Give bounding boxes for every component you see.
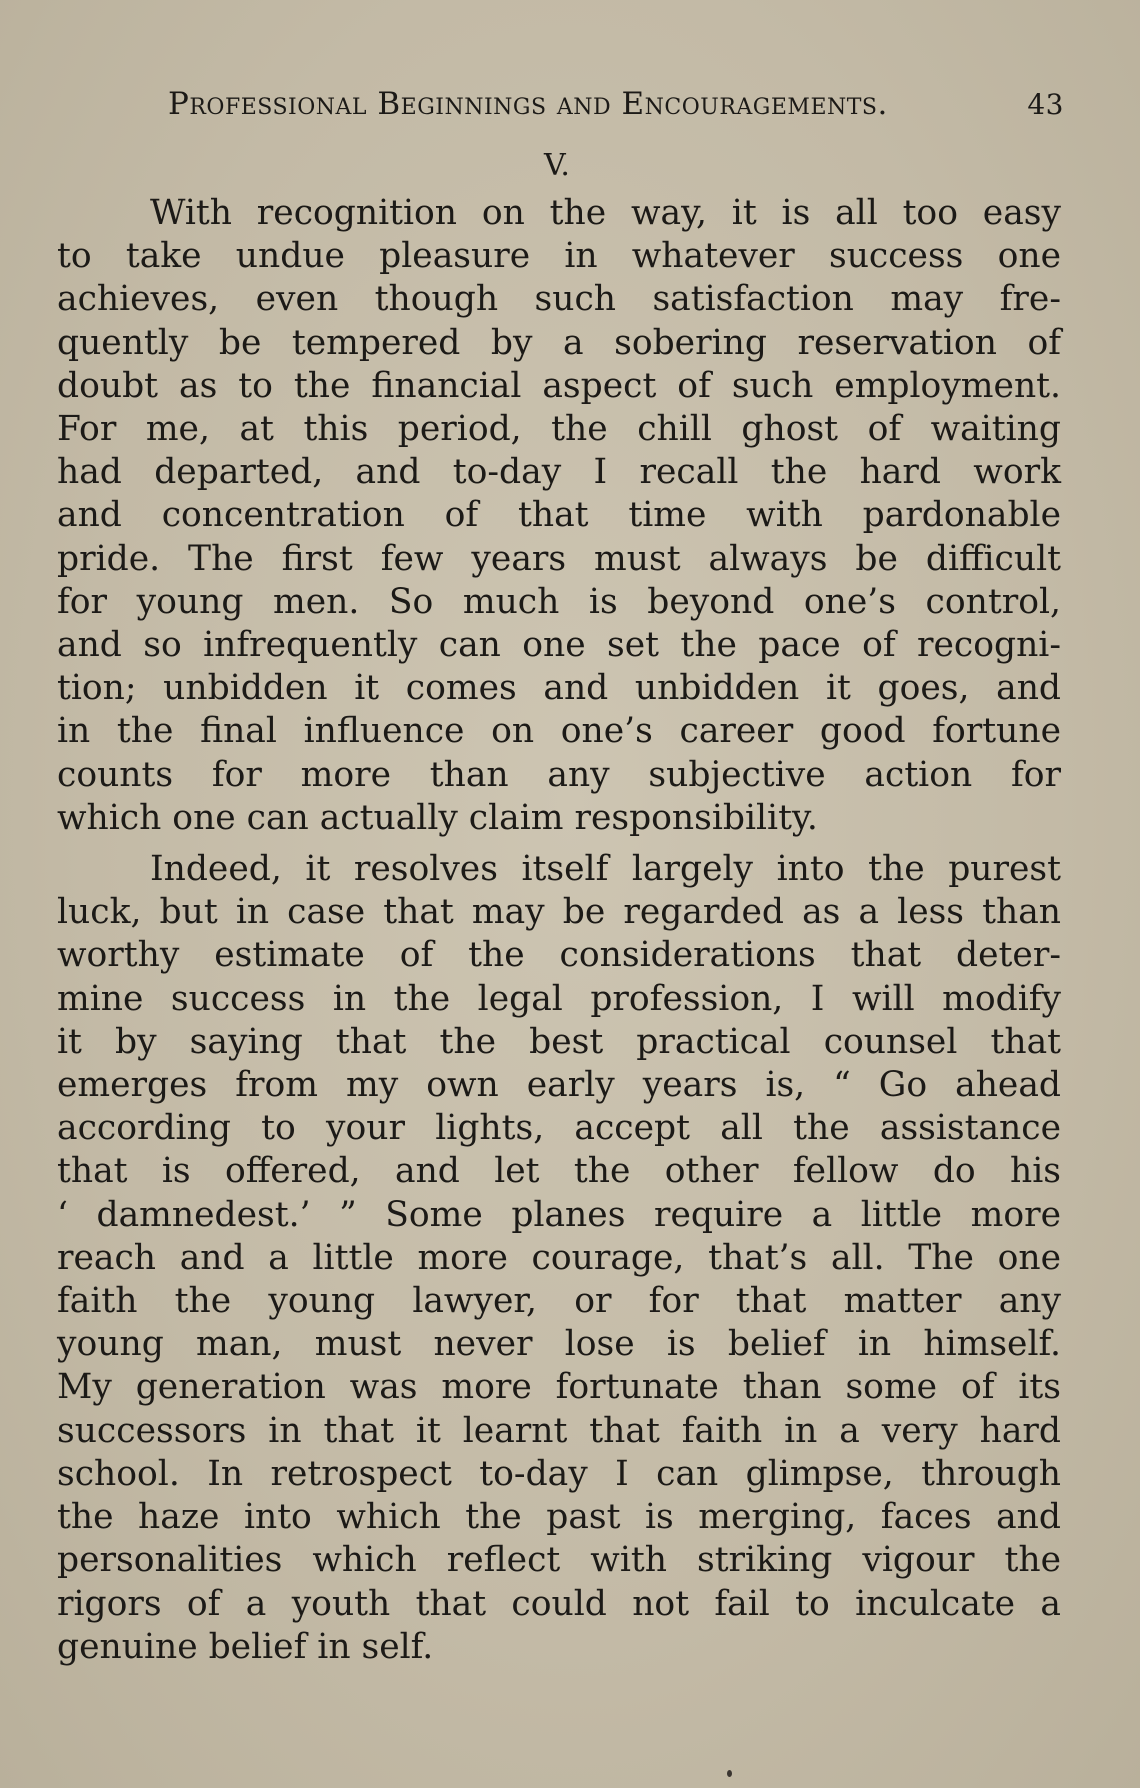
text-line: luck, but in case that may be regarded as a less than [57, 892, 1061, 933]
text-line: quently be tempered by a sobering reservation of [57, 322, 1061, 363]
text-line: and so infrequently can one set the pace of recogni- [57, 625, 1061, 666]
text-line: pride. The first few years must always be difficult [57, 538, 1061, 579]
text-line: that is offered, and let the other fellow do his [57, 1151, 1061, 1192]
text-line: tion; unbidden it comes and unbidden it goes, and [57, 668, 1061, 709]
paragraph-gap [57, 840, 1061, 848]
text-line: reach and a little more courage, that’s all. The one [57, 1237, 1061, 1278]
text-line: faith the young lawyer, or for that matter any [57, 1281, 1061, 1322]
page-number: 43 [1027, 88, 1064, 121]
text-line: rigors of a youth that could not fail to inculcate a [57, 1583, 1061, 1624]
text-line: young man, must never lose is belief in himself. [57, 1324, 1061, 1365]
text-line: counts for more than any subjective action for [57, 754, 1061, 795]
running-head [168, 86, 1064, 126]
print-mark [727, 1770, 732, 1777]
text-line: to take undue pleasure in whatever success one [57, 236, 1061, 277]
text-line: For me, at this period, the chill ghost of waiting [57, 409, 1061, 450]
text-line: it by saying that the best practical counsel that [57, 1021, 1061, 1062]
section-number: V. [544, 148, 570, 183]
chapter-title: Professional Beginnings and Encouragements. [168, 86, 888, 122]
body-text [57, 192, 1061, 1669]
text-line: ‘ damnedest.’ ” Some planes require a little more [57, 1194, 1061, 1235]
text-line: achieves, even though such satisfaction may fre- [57, 279, 1061, 320]
text-line: successors in that it learnt that faith in a very hard [57, 1410, 1061, 1451]
text-line: school. In retrospect to-day I can glimpse, through [57, 1453, 1061, 1494]
text-line: genuine belief in self. [57, 1626, 434, 1667]
text-line: doubt as to the financial aspect of such employment. [57, 365, 1061, 406]
text-line: Indeed, it resolves itself largely into the purest [150, 849, 1061, 890]
text-line: which one can actually claim responsibility. [57, 797, 818, 838]
text-line: for young men. So much is beyond one’s control, [57, 581, 1061, 622]
text-line: had departed, and to-day I recall the hard work [57, 452, 1061, 493]
text-line: the haze into which the past is merging, faces and [57, 1497, 1061, 1538]
text-line: With recognition on the way, it is all too easy [150, 193, 1061, 233]
text-line: in the final influence on one’s career good fortune [57, 711, 1061, 752]
text-line: emerges from my own early years is, “ Go ahead [57, 1065, 1061, 1106]
text-line: personalities which reflect with striking vigour the [57, 1540, 1061, 1581]
text-line: worthy estimate of the considerations that deter- [57, 935, 1061, 976]
text-line: mine success in the legal profession, I will modify [57, 978, 1061, 1019]
text-line: My generation was more fortunate than some of its [57, 1367, 1061, 1408]
text-line: according to your lights, accept all the assistance [57, 1108, 1061, 1149]
text-line: and concentration of that time with pardonable [57, 495, 1061, 536]
